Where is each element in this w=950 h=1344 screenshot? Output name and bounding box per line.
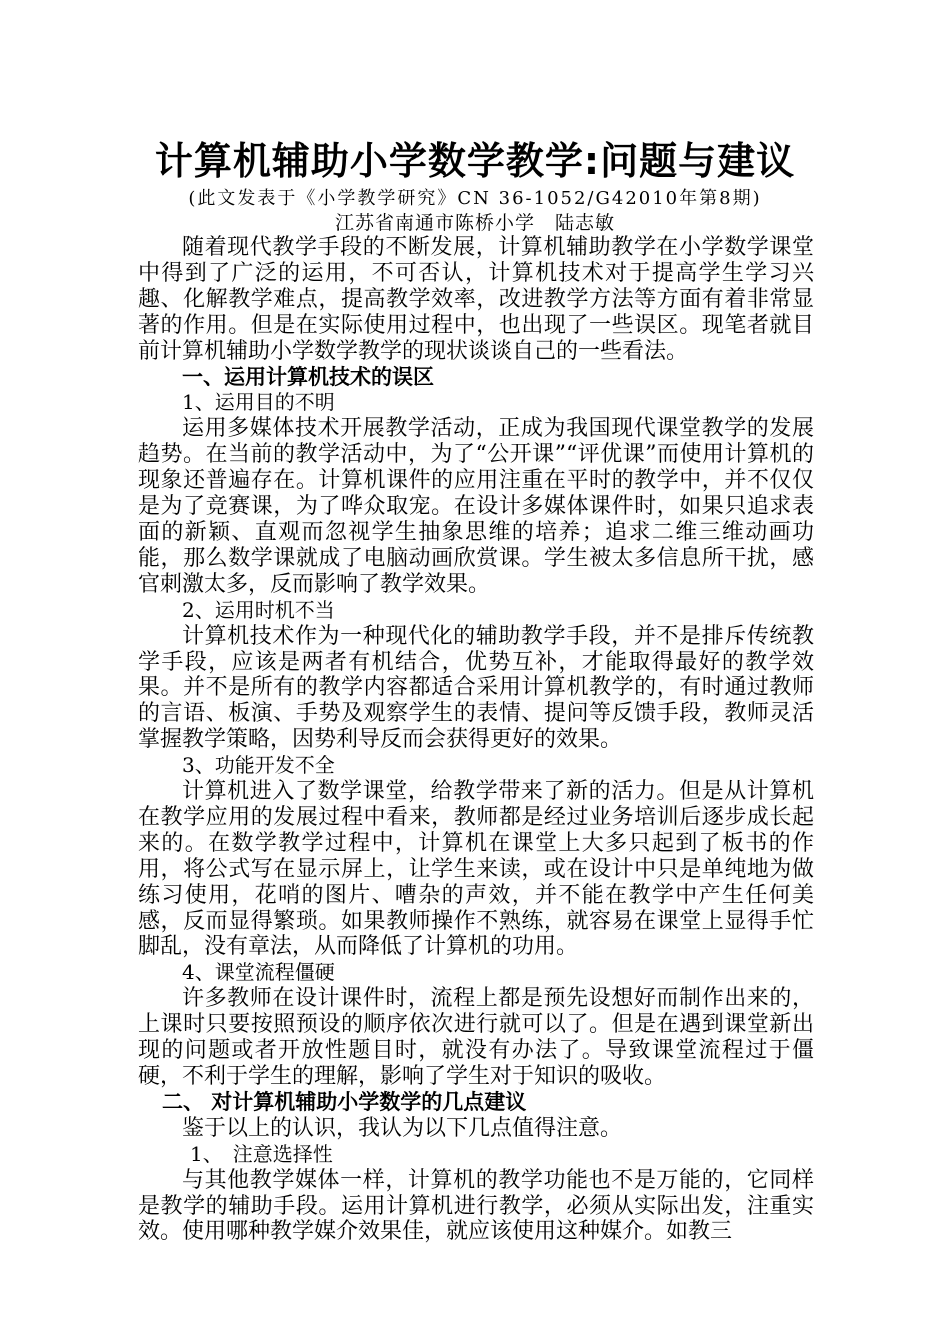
subsection-heading: 3、功能开发不全 bbox=[182, 753, 335, 778]
article-body bbox=[138, 235, 814, 1245]
paragraph: 计算机技术作为一种现代化的辅助教学手段，并不是排斥传统教学手段，应该是两者有机结合，优势互补，才能取得最好的教学效果。并不是所有的教学内容都适合采用计算机教学的，有时通过教师的言语、板演、手势及观察学生的表情、提问等反馈手段，教师灵活掌握教学策略，因势利导反而会获得更好的效果。 bbox=[138, 623, 814, 753]
author-line: 江苏省南通市陈桥小学 陆志敏 bbox=[334, 212, 615, 234]
subsection-heading: 4、课堂流程僵硬 bbox=[182, 960, 335, 985]
paragraph: 运用多媒体技术开展教学活动，正成为我国现代课堂教学的发展趋势。在当前的教学活动中，为了“公开课”“评优课”而使用计算机的现象还普遍存在。计算机课件的应用注重在平时的教学中，并不仅仅是为了竞赛课，为了哗众取宠。在设计多媒体课件时，如果只追求表面的新颖、直观而忽视学生抽象思维的培养；追求二维三维动画功能，那么数学课就成了电脑动画欣赏课。学生被太多信息所干扰，感官刺激太多，反而影响了教学效果。 bbox=[138, 416, 814, 597]
paragraph: 与其他教学媒体一样，计算机的教学功能也不是万能的，它同样是教学的辅助手段。运用计算机进行教学，必须从实际出发，注重实效。使用哪种教学媒介效果佳，就应该使用这种媒介。如教三 bbox=[138, 1167, 814, 1245]
publication-note: (此文发表于《小学教学研究》CN 36-1052/G42010年第8期) bbox=[188, 188, 762, 209]
page-title: 计算机辅助小学数学教学:问题与建议 bbox=[154, 139, 796, 183]
paragraph: 计算机进入了数学课堂，给教学带来了新的活力。但是从计算机在教学应用的发展过程中看来，教师都是经过业务培训后逐步成长起来的。在数学教学过程中，计算机在课堂上大多只起到了板书的作用，将公式写在显示屏上，让学生来读，或在设计中只是单纯地为做练习使用，花哨的图片、嘈杂的声效，并不能在教学中产生任何美感，反而显得繁琐。如果教师操作不熟练，就容易在课堂上显得手忙脚乱，没有章法，从而降低了计算机的功用。 bbox=[138, 779, 814, 960]
subsection-heading: 2、运用时机不当 bbox=[182, 597, 335, 622]
subsection-heading: 1、运用目的不明 bbox=[182, 390, 335, 415]
paragraph: 许多教师在设计课件时，流程上都是预先设想好而制作出来的，上课时只要按照预设的顺序依次进行就可以了。但是在遇到课堂新出现的问题或者开放性题目时，就没有办法了。导致课堂流程过于僵硬，不利于学生的理解，影响了学生对于知识的吸收。 bbox=[138, 986, 814, 1089]
section-heading: 一、运用计算机技术的误区 bbox=[182, 364, 434, 389]
subsection-heading: 1、 注意选择性 bbox=[190, 1141, 333, 1166]
paragraph: 鉴于以上的认识，我认为以下几点值得注意。 bbox=[182, 1115, 623, 1141]
intro-paragraph: 随着现代教学手段的不断发展，计算机辅助教学在小学数学课堂中得到了广泛的运用，不可否认，计算机技术对于提高学生学习兴趣、化解教学难点，提高教学效率，改进教学方法等方面有着非常显著的作用。但是在实际使用过程中，也出现了一些误区。现笔者就目前计算机辅助小学数学教学的现状谈谈自己的一些看法。 bbox=[138, 235, 814, 364]
section-heading: 二、 对计算机辅助小学数学的几点建议 bbox=[162, 1089, 527, 1114]
